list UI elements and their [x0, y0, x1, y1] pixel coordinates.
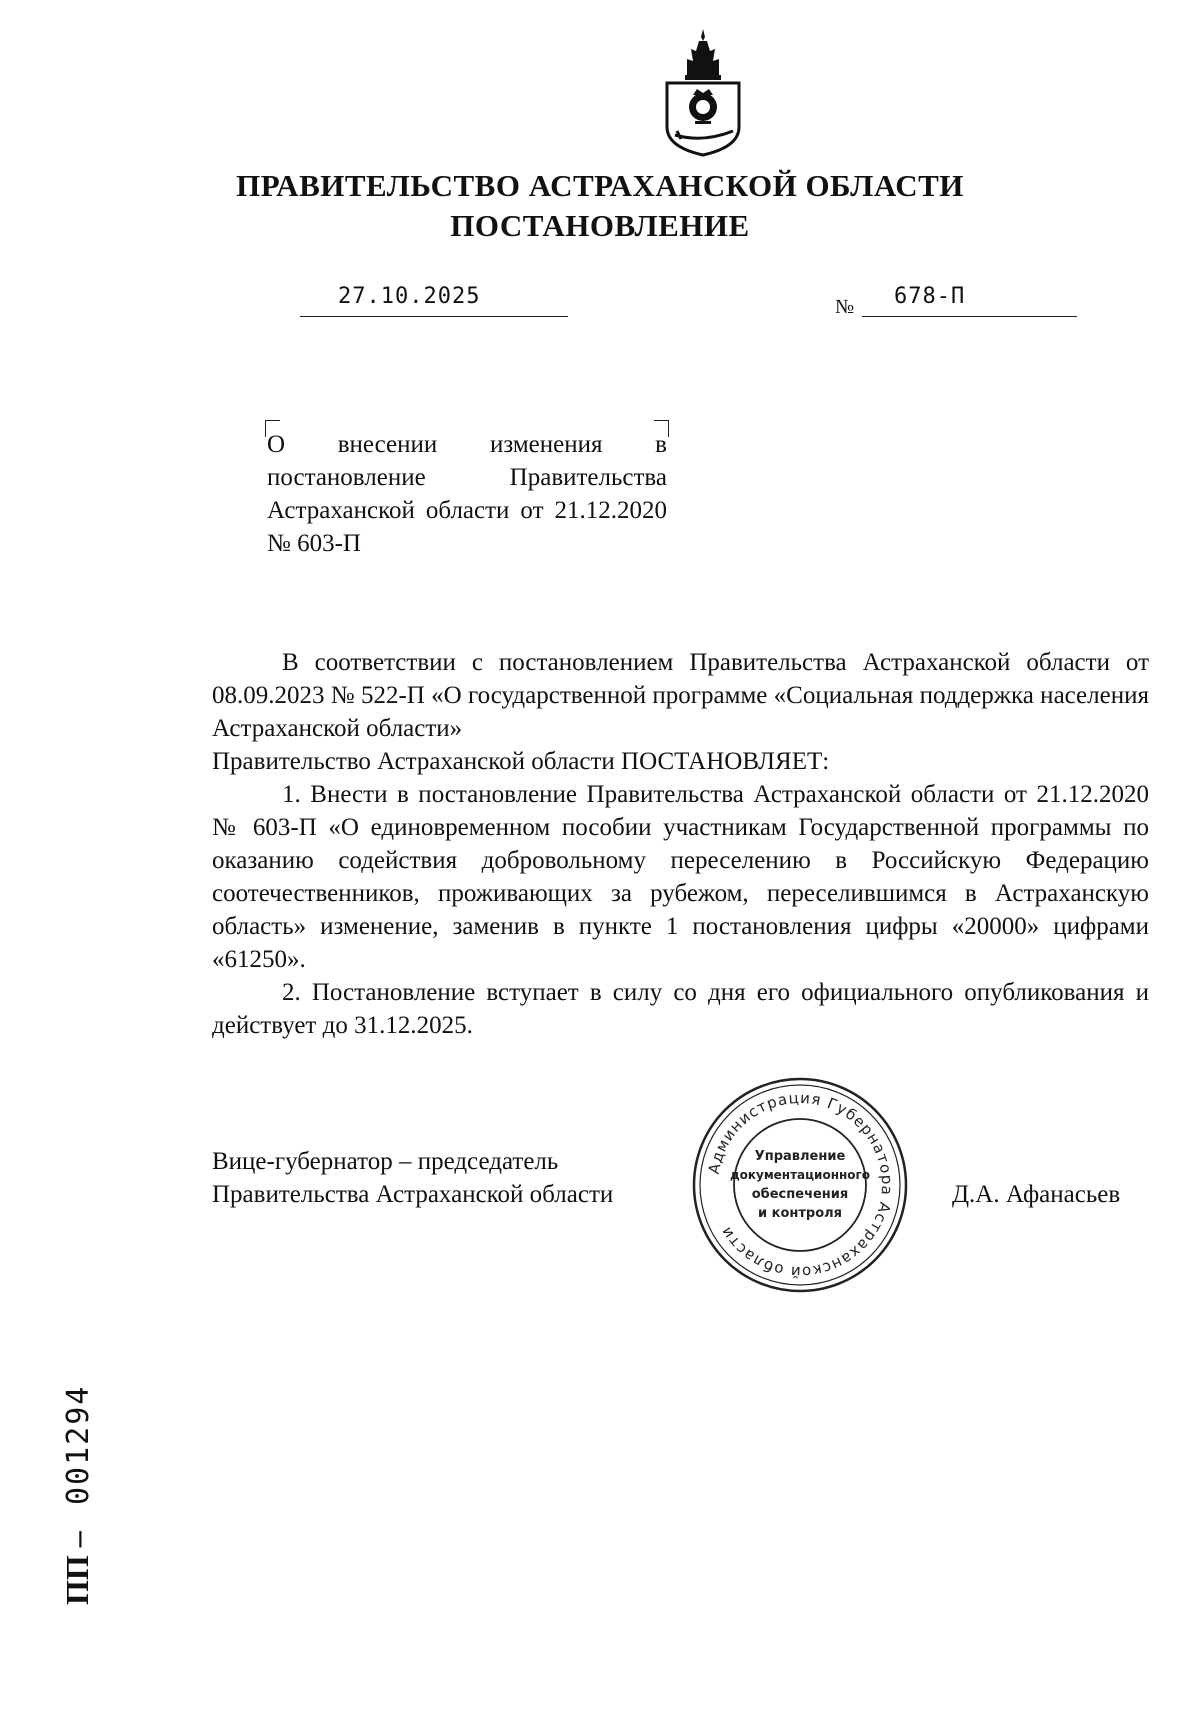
signer-position-line2: Правительства Астраханской области	[212, 1181, 614, 1208]
registration-digits: 001294	[61, 1384, 96, 1505]
clause-1-paragraph: 1. Внести в постановление Правительства Астраханской области от 21.12.2020 № 603-П «О единовременном пособии участникам Государственной программы по оказанию содействия добровольному переселению в Российскую Федерацию соотечественников, проживающих за рубежом, переселившимся в Астраханскую область» изменение, заменив в пункте 1 постановления цифры «20000» цифрами «61250».	[212, 781, 1149, 973]
date-field	[300, 282, 568, 317]
document-header	[200, 166, 1000, 246]
stamp-line-4: и контроля	[757, 1206, 843, 1221]
document-date: 27.10.2025	[338, 284, 481, 309]
document-number: 678-П	[894, 284, 966, 309]
number-sign: №	[835, 296, 855, 318]
preamble-paragraph: В соответствии с постановлением Правительства Астраханской области от 08.09.2023 № 522-П «О государственной программе «Социальная поддержка населения Астраханской области»	[212, 649, 1149, 742]
registration-prefix: ПП –	[59, 1531, 95, 1605]
stamp-outer-text: Администрация Губернатора Астраханской области	[704, 1088, 897, 1282]
document-body	[212, 646, 1149, 1042]
stamp-line-3: обеспечения	[751, 1187, 849, 1202]
coat-of-arms-icon	[657, 27, 749, 159]
official-stamp	[690, 1075, 910, 1295]
document-subject	[267, 428, 667, 560]
signer-name: Д.А. Афанасьев	[952, 1181, 1121, 1208]
signer-position	[212, 1145, 613, 1211]
registration-number	[40, 1350, 110, 1610]
signer-position-line1: Вице-губернатор – председатель	[212, 1148, 559, 1175]
number-field	[862, 282, 1077, 317]
stamp-line-1: Управление	[754, 1149, 846, 1164]
resolves-paragraph: Правительство Астраханской области ПОСТАНОВЛЯЕТ:	[212, 748, 830, 775]
organization-name: ПРАВИТЕЛЬСТВО АСТРАХАНСКОЙ ОБЛАСТИ	[236, 168, 964, 203]
document-type: ПОСТАНОВЛЕНИЕ	[450, 208, 750, 243]
subject-text: О внесении изменения в постановление Правительства Астраханской области от 21.12.2020 № 603-П	[267, 431, 667, 557]
clause-2-paragraph: 2. Постановление вступает в силу со дня его официального опубликования и действует до 31.12.2025.	[212, 979, 1149, 1039]
stamp-line-2: документационного	[729, 1168, 871, 1182]
